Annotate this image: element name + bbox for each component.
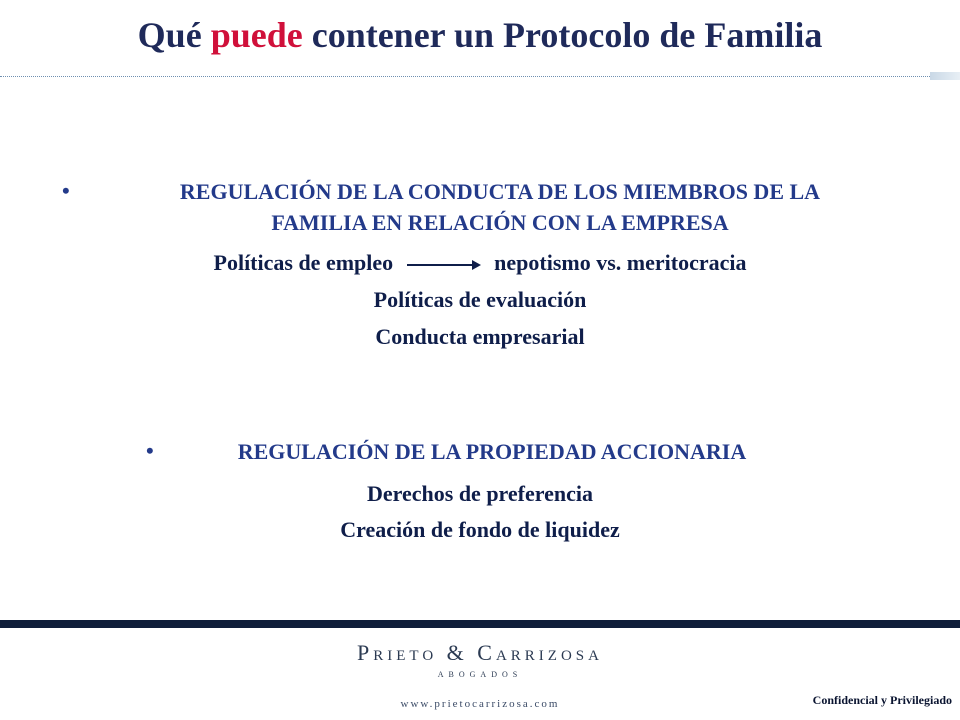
footer-band [0,620,960,628]
section-heading-shareholding: REGULACIÓN DE LA PROPIEDAD ACCIONARIA [237,439,747,464]
preference-rights: Derechos de preferencia [366,481,594,506]
employment-policies-row [0,248,960,278]
employment-policies-label: Políticas de empleo [213,250,394,275]
section-heading-conduct [20,176,960,238]
slide-title [0,14,960,56]
confidential-notice: Confidencial y Privilegiado [812,693,952,707]
nepotism-label: nepotismo vs. meritocracia [494,250,747,275]
liquidity-fund: Creación de fondo de liquidez [340,517,620,542]
title-divider-tail [930,72,960,80]
evaluation-policies: Políticas de evaluación [373,287,587,312]
firm-name: Prieto & Carrizosa [357,640,603,665]
bullet-icon: • [62,178,70,203]
section-heading-line2: FAMILIA EN RELACIÓN CON LA EMPRESA [271,210,729,235]
title-highlight: puede [210,15,303,55]
section-heading-line1: REGULACIÓN DE LA CONDUCTA DE LOS MIEMBROS DE LA [179,179,821,204]
bullet-icon: • [146,438,154,463]
right-arrow-icon [407,264,479,266]
business-conduct: Conducta empresarial [375,324,585,349]
firm-website: www.prietocarrizosa.com [400,698,560,710]
title-part2: contener un Protocolo de Familia [311,15,823,55]
title-divider [0,76,930,77]
title-part1: Qué [137,15,202,55]
firm-subtitle: ABOGADOS [437,670,523,679]
